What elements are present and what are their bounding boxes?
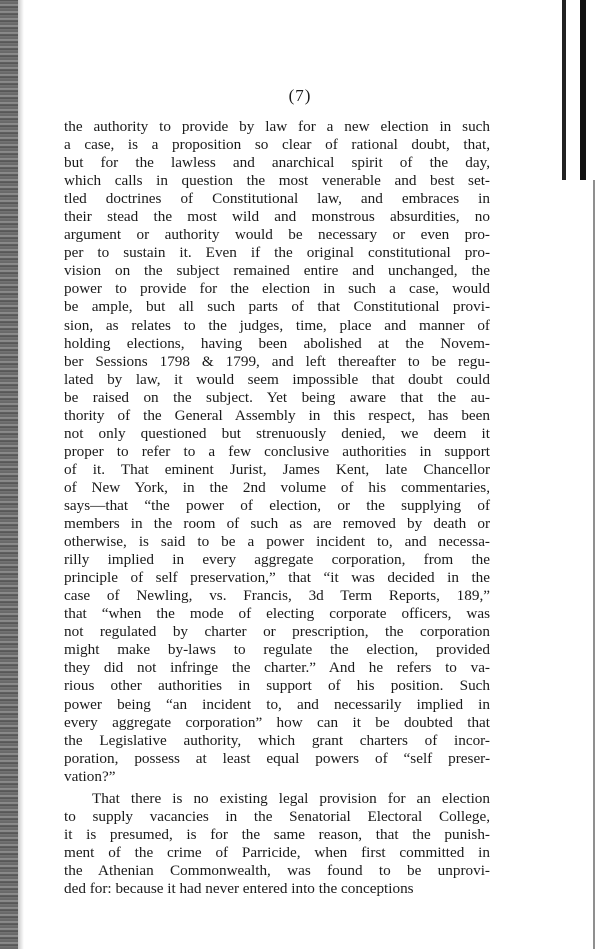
text-line: holding elections, having been abolished at the Novem- <box>64 334 490 352</box>
text-line: the Legislative authority, which grant charters of incor- <box>64 731 490 749</box>
paragraph-1 <box>64 118 490 786</box>
text-line: rilly implied in every aggregate corporation, from the <box>64 551 490 569</box>
text-line: ded for: because it had never entered into the conceptions <box>64 879 414 897</box>
text-line: power being “an incident to, and necessarily implied in <box>64 695 490 713</box>
text-line: That there is no existing legal provision for an election <box>92 789 490 807</box>
text-line: rious other authorities in support of his position. Such <box>64 677 490 695</box>
text-line: ment of the crime of Parricide, when first committed in <box>64 843 490 861</box>
text-line: that “when the mode of electing corporate officers, was <box>64 605 490 623</box>
text-line: a case, is a proposition so clear of rational doubt, that, <box>64 136 490 154</box>
text-line: it is presumed, is for the same reason, that the punish- <box>64 825 490 843</box>
paragraph-2 <box>64 790 490 898</box>
text-line: says—that “the power of election, or the supplying of <box>64 496 490 514</box>
text-line: argument or authority would be necessary or even pro- <box>64 226 490 244</box>
text-line: be raised on the subject. Yet being aware that the au- <box>64 388 490 406</box>
text-line: of it. That eminent Jurist, James Kent, late Chancellor <box>64 460 490 478</box>
scan-right-edge-lower <box>588 180 600 949</box>
text-line: case of Newling, vs. Francis, 3d Term Reports, 189,” <box>64 587 490 605</box>
text-line: members in the room of such as are removed by death or <box>64 515 490 533</box>
page-number: (7) <box>288 86 312 105</box>
text-line: their stead the most wild and monstrous absurdities, no <box>64 208 490 226</box>
text-line: every aggregate corporation” how can it be doubted that <box>64 713 490 731</box>
text-line: ber Sessions 1798 & 1799, and left thereafter to be regu- <box>64 352 490 370</box>
text-line: but for the lawless and anarchical spirit of the day, <box>64 154 490 172</box>
text-line: be ample, but all such parts of that Constitutional provi- <box>64 298 490 316</box>
text-line: they did not infringe the charter.” And he refers to va- <box>64 659 490 677</box>
text-line: vation?” <box>64 767 116 785</box>
text-line: per to sustain it. Even if the original constitutional pro- <box>64 244 490 262</box>
text-line: proper to refer to a few conclusive authorities in support <box>64 442 490 460</box>
text-line: principle of self preservation,” that “it was decided in the <box>64 569 490 587</box>
text-line: the authority to provide by law for a new election in such <box>64 118 490 135</box>
text-line: poration, possess at least equal powers of “self preser- <box>64 749 490 767</box>
text-line: not only questioned but strenuously denied, we deem it <box>64 424 490 442</box>
text-line: sion, as relates to the judges, time, place and manner of <box>64 316 490 334</box>
text-line: otherwise, is said to be a power incident to, and necessa- <box>64 533 490 551</box>
text-line: which calls in question the most venerable and best set- <box>64 172 490 190</box>
text-line: tled doctrines of Constitutional law, and embraces in <box>64 190 490 208</box>
text-line: not regulated by charter or prescription, the corporation <box>64 623 490 641</box>
text-line: to supply vacancies in the Senatorial Electoral College, <box>64 807 490 825</box>
text-line: of New York, in the 2nd volume of his commentaries, <box>64 478 490 496</box>
text-line: thority of the General Assembly in this respect, has been <box>64 406 490 424</box>
text-line: lated by law, it would seem impossible that doubt could <box>64 370 490 388</box>
scan-left-edge <box>0 0 18 949</box>
text-line: power to provide for the election in such a case, would <box>64 280 490 298</box>
text-line: the Athenian Commonwealth, was found to be unprovi- <box>64 861 490 879</box>
text-line: might make by-laws to regulate the election, provided <box>64 641 490 659</box>
document-body <box>64 118 490 898</box>
text-line: vision on the subject remained entire and unchanged, the <box>64 262 490 280</box>
